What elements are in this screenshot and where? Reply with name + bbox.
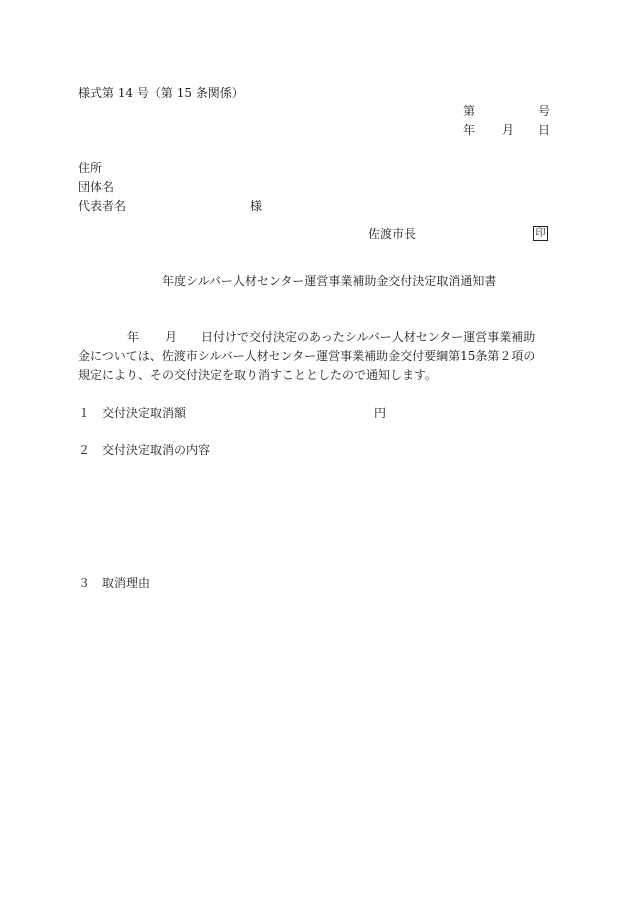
recipient-honorific: 様	[250, 199, 263, 213]
item-2-label: 交付決定取消の内容	[102, 443, 211, 457]
recipient-org-label: 団体名	[78, 180, 115, 194]
issuer-title: 佐渡市長	[368, 227, 417, 241]
date-day: 日	[538, 123, 551, 137]
doc-number-prefix: 第	[463, 104, 476, 118]
body-month: 月	[165, 330, 178, 344]
date-month: 月	[502, 123, 515, 137]
body-line-3: 規定により、その交付決定を取り消すこととしたので通知します。	[78, 368, 438, 382]
recipient-rep-label: 代表者名	[78, 199, 127, 213]
doc-number-suffix: 号	[538, 104, 551, 118]
seal-stamp-icon: 印	[533, 226, 548, 241]
item-3-number: ３	[78, 576, 91, 590]
date-year: 年	[463, 123, 476, 137]
recipient-address-label: 住所	[78, 161, 103, 175]
item-1-number: １	[78, 406, 91, 420]
form-number: 様式第 14 号（第 15 条関係）	[78, 86, 244, 100]
body-year: 年	[127, 330, 140, 344]
item-2-number: ２	[78, 443, 91, 457]
document-title: 年度シルバー人材センター運営事業補助金交付決定取消通知書	[162, 274, 497, 288]
body-line-2: 金については、佐渡市シルバー人材センター運営事業補助金交付要綱第15条第２項の	[78, 349, 536, 363]
body-line-1: 日付けで交付決定のあったシルバー人材センター運営事業補助	[201, 330, 536, 344]
item-1-unit: 円	[374, 406, 387, 420]
item-3-label: 取消理由	[102, 576, 151, 590]
item-1-label: 交付決定取消額	[102, 406, 187, 420]
